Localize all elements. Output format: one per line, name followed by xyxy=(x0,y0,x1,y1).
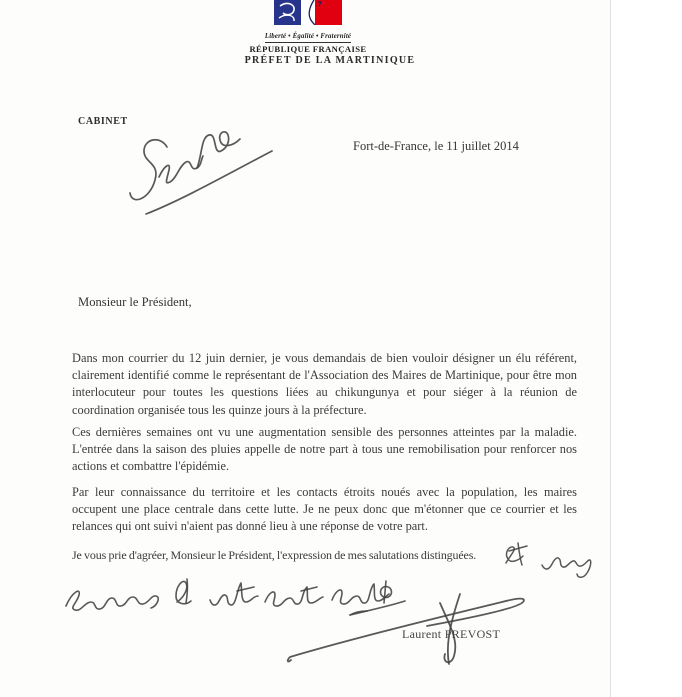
logo-republic-label: RÉPUBLIQUE FRANÇAISE xyxy=(249,44,367,54)
salutation: Monsieur le Président, xyxy=(78,295,192,309)
french-republic-logo-icon xyxy=(274,0,342,25)
issuer-title: PRÉFET DE LA MARTINIQUE xyxy=(244,55,416,66)
dateline: Fort-de-France, le 11 juillet 2014 xyxy=(353,139,519,153)
service-label: CABINET xyxy=(78,116,128,127)
body-paragraph-2: Ces dernières semaines ont vu une augmentation sensible des personnes atteintes par la maladie. L'entrée dans la saison des pluies appelle de notre part à tous une remobilisation pour renforcer nos actions et combattre l'épidémie. xyxy=(72,425,577,474)
body-paragraph-1: Dans mon courrier du 12 juin dernier, je vous demandais de bien vouloir désigner un élu référent, clairement identifié comme le représentant de l'Association des Maires de Martinique, pour être mon interlocuteur pour toutes les questions liées au chikungunya et pour siéger à la réunion de coordination organisée tous les quinze jours à la préfecture. xyxy=(72,351,577,417)
letterhead xyxy=(238,0,378,54)
signer-name: Laurent PREVOST xyxy=(402,627,501,641)
closing-formula: Je vous prie d'agréer, Monsieur le Président, l'expression de mes salutations distinguées. xyxy=(72,548,477,562)
logo-motto: Liberté • Égalité • Fraternité xyxy=(265,33,351,43)
body-paragraph-3: Par leur connaissance du territoire et les contacts étroits noués avec la population, les maires occupent une place centrale dans cette lutte. Je ne peux donc que m'étonner que ce courrier et les relances qui ont suivi n'aient pas donné lieu à une réponse de votre part. xyxy=(72,485,577,534)
